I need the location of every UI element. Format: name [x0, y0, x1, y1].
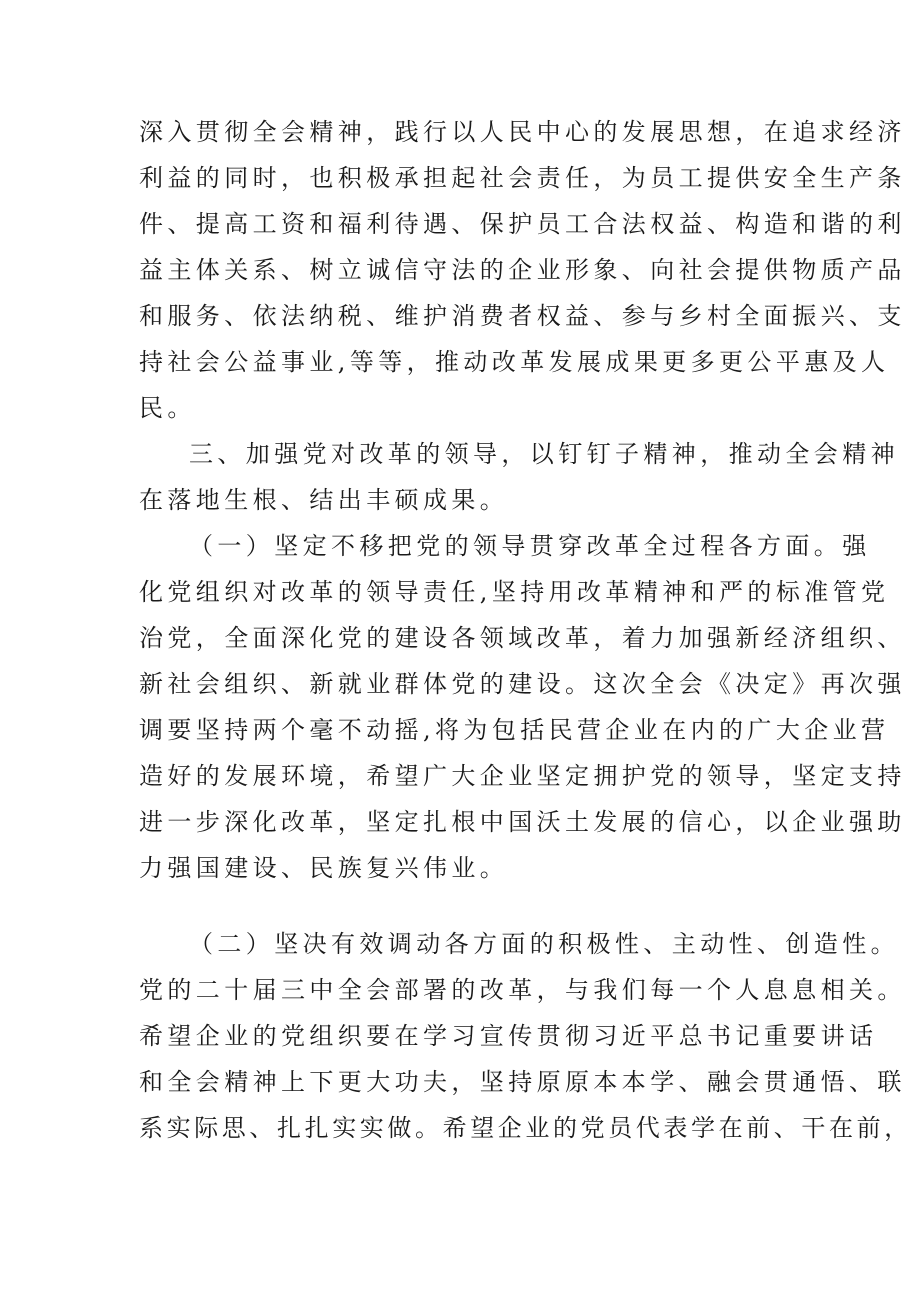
text-line-16: 进一步深化改革，坚定扎根中国沃土发展的信心，以企业强助 [139, 808, 906, 836]
section-heading-3: 三、加强党对改革的领导，以钉钉子精神，推动全会精神 [189, 440, 899, 468]
text-line-19: 党的二十届三中全会部署的改革，与我们每一个人息息相关。 [139, 976, 906, 1004]
text-line-3: 件、提高工资和福利待遇、保护员工合法权益、构造和谐的利 [139, 210, 906, 238]
text-line-1: 深入贯彻全会精神，践行以人民中心的发展思想，在追求经济 [139, 118, 906, 146]
text-line-9: 在落地生根、结出丰硕成果。 [139, 486, 509, 514]
text-line-5: 和服务、依法纳税、维护消费者权益、参与乡村全面振兴、支 [139, 302, 906, 330]
text-line-20: 希望企业的党组织要在学习宣传贯彻习近平总书记重要讲话 [139, 1022, 878, 1050]
text-line-17: 力强国建设、民族复兴伟业。 [139, 854, 509, 882]
text-line-13: 新社会组织、新就业群体党的建设。这次全会《决定》再次强 [139, 670, 906, 698]
text-line-4: 益主体关系、树立诚信守法的企业形象、向社会提供物质产品 [139, 256, 906, 284]
text-line-6: 持社会公益事业,等等，推动改革发展成果更多更公平惠及人 [139, 348, 890, 376]
text-line-11: 化党组织对改革的领导责任,坚持用改革精神和严的标准管党 [139, 578, 890, 606]
subsection-heading-1: （一）坚定不移把党的领导贯穿改革全过程各方面。强 [189, 532, 871, 560]
text-line-12: 治党，全面深化党的建设各领域改革，着力加强新经济组织、 [139, 624, 906, 652]
text-line-2: 利益的同时，也积极承担起社会责任，为员工提供安全生产条 [139, 164, 906, 192]
text-line-15: 造好的发展环境，希望广大企业坚定拥护党的领导，坚定支持 [139, 762, 906, 790]
text-line-14: 调要坚持两个毫不动摇,将为包括民营企业在内的广大企业营 [139, 716, 890, 744]
text-line-22: 系实际思、扎扎实实做。希望企业的党员代表学在前、干在前， [139, 1114, 912, 1142]
text-line-21: 和全会精神上下更大功夫，坚持原原本本学、融会贯通悟、联 [139, 1068, 906, 1096]
text-line-7: 民。 [139, 394, 196, 422]
subsection-heading-2: （二）坚决有效调动各方面的积极性、主动性、创造性。 [189, 930, 899, 958]
